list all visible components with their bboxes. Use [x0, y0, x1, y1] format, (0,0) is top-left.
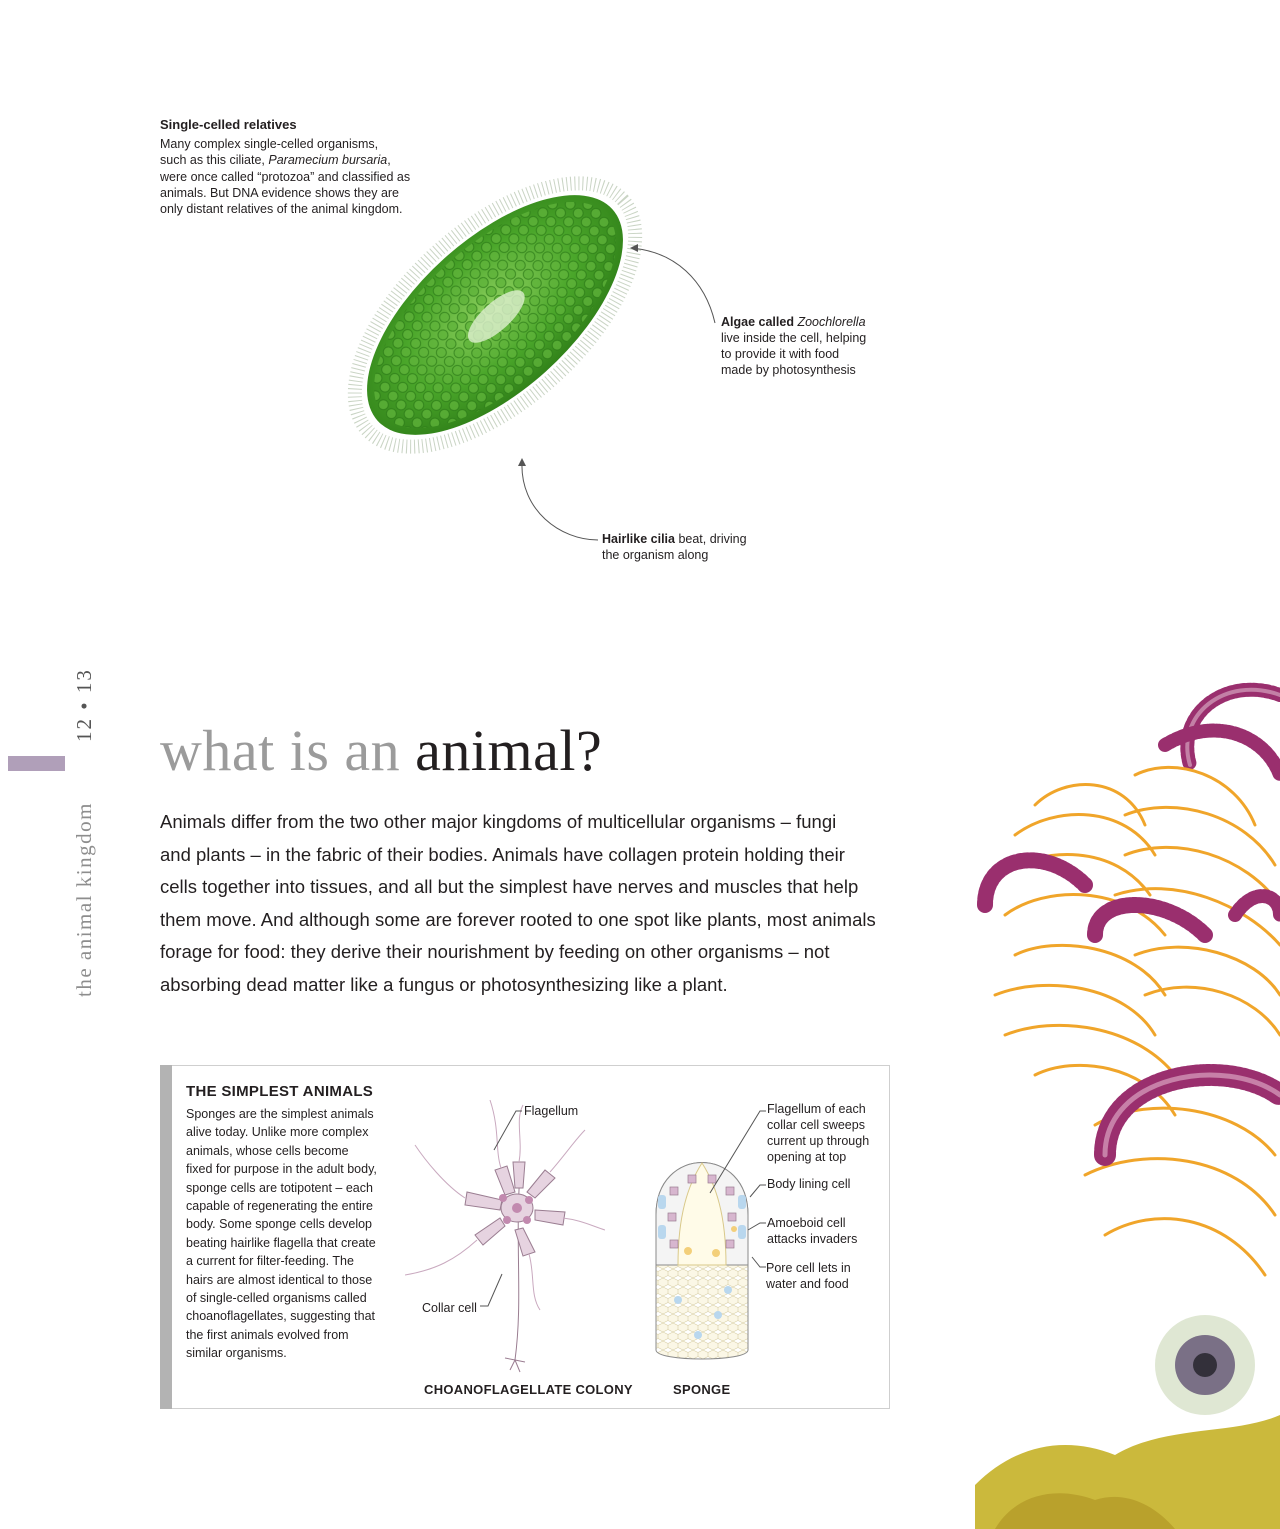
- box-line: animals, whose cells become: [186, 1143, 349, 1158]
- species-name: Paramecium bursaria: [268, 153, 388, 168]
- cilia-first-line: [602, 531, 782, 547]
- body-line: Animals differ from the two other major kingdoms of multicellular organisms – fungi: [160, 811, 837, 832]
- box-line: alive today. Unlike more complex: [186, 1125, 369, 1140]
- algae-line: live inside the cell, helping: [721, 331, 867, 345]
- collar-cell-leader: [478, 1270, 508, 1310]
- body-line: forage for food: they derive their nourishment by feeding on other organisms – not: [160, 941, 830, 962]
- flagellum-each-line: opening at top: [767, 1150, 847, 1164]
- heading-dark: animal?: [415, 718, 603, 783]
- body-line: and plants – in the fabric of their bodies. Animals have collagen protein holding their: [160, 843, 845, 865]
- box-line: sponge cells are totipotent – each: [186, 1180, 373, 1195]
- algae-bold: Algae called: [721, 315, 794, 329]
- intro-line: animals. But DNA evidence shows they are: [160, 185, 400, 200]
- pore-line: water and food: [766, 1277, 849, 1291]
- intro-line: such as this ciliate, Paramecium bursaria,: [160, 153, 391, 168]
- fan-worm-image: [975, 655, 1280, 1529]
- amoeboid-line: attacks invaders: [767, 1232, 858, 1246]
- flagellum-each-line: collar cell sweeps: [767, 1118, 865, 1132]
- flagellum-each-label: [767, 1101, 869, 1165]
- box-line: capable of regenerating the entire: [186, 1199, 373, 1214]
- flagellum-label: Flagellum: [524, 1104, 579, 1118]
- body-line: absorbing dead matter like a fungus or photosynthesizing like a plant.: [160, 973, 728, 995]
- box-line: a current for filter-feeding. The: [186, 1254, 354, 1269]
- pore-label: [766, 1260, 851, 1292]
- page-numbers: 12 • 13: [72, 668, 96, 742]
- box-line: beating hairlike flagella that create: [186, 1235, 376, 1250]
- box-line: hairs are almost identical to those: [186, 1272, 373, 1287]
- box-title: THE SIMPLEST ANIMALS: [186, 1083, 374, 1100]
- body-line: cells together into tissues, and all but the simplest have nerves and muscles that help: [160, 876, 859, 897]
- flagellum-each-line: current up through: [767, 1134, 870, 1148]
- algae-italic: Zoochlorella: [797, 315, 866, 329]
- intro-line: were once called “protozoa” and classified as: [160, 169, 411, 184]
- box-body: [186, 1105, 398, 1363]
- intro-title: Single-celled relatives: [160, 117, 297, 132]
- intro-body: [160, 136, 430, 217]
- intro-line: Many complex single-celled organisms,: [160, 137, 379, 151]
- colony-caption: CHOANOFLAGELLATE COLONY: [424, 1382, 633, 1397]
- box-line: choanoflagellates, suggesting that: [186, 1309, 376, 1324]
- algae-annotation: [721, 314, 901, 378]
- pore-line: Pore cell lets in: [766, 1261, 851, 1275]
- box-line: fixed for purpose in the adult body,: [186, 1162, 377, 1177]
- sponge-leaders: [700, 1105, 770, 1275]
- page-heading: [160, 715, 602, 787]
- algae-line: made by photosynthesis: [721, 363, 856, 377]
- body-line: them move. And although some are forever rooted to one spot like plants, most animals: [160, 908, 876, 930]
- flagellum-each-line: Flagellum of each: [767, 1102, 866, 1116]
- sponge-caption: SPONGE: [673, 1382, 731, 1397]
- box-line: the first animals evolved from: [186, 1327, 349, 1342]
- heading-light: what is an: [160, 718, 401, 783]
- box-line: of single-celled organisms called: [186, 1291, 367, 1306]
- box-line: Sponges are the simplest animals: [186, 1107, 374, 1121]
- cilia-annotation: [602, 531, 782, 563]
- intro-line: only distant relatives of the animal kingdom.: [160, 202, 403, 217]
- section-label: the animal kingdom: [72, 802, 96, 997]
- box-accent-bar: [160, 1065, 172, 1409]
- body-lining-label: Body lining cell: [767, 1177, 851, 1191]
- body-paragraph: [160, 806, 900, 1001]
- cilia-rest: beat, driving: [678, 532, 747, 546]
- annotation-leaders: [500, 240, 740, 550]
- cilia-bold: Hairlike cilia: [602, 532, 675, 546]
- amoeboid-label: [767, 1215, 857, 1247]
- algae-line: to provide it with food: [721, 347, 840, 361]
- box-line: body. Some sponge cells develop: [186, 1217, 372, 1232]
- algae-first-line: [721, 314, 901, 330]
- amoeboid-line: Amoeboid cell: [767, 1216, 846, 1230]
- sidebar-accent-bar: [8, 756, 65, 771]
- collar-cell-label: Collar cell: [422, 1301, 477, 1315]
- cilia-line: the organism along: [602, 548, 709, 562]
- box-line: similar organisms.: [186, 1346, 287, 1361]
